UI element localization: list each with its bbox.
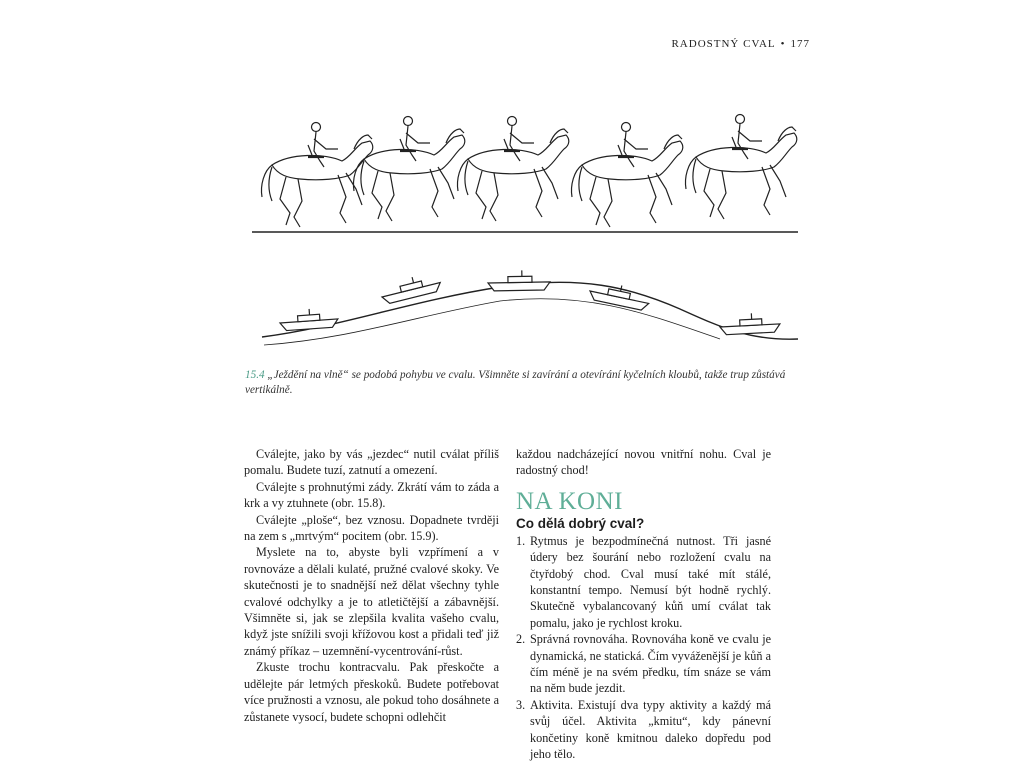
page-number: 177 bbox=[790, 38, 810, 50]
running-header bbox=[560, 38, 810, 50]
left-text-column bbox=[244, 446, 499, 725]
paragraph: Zkuste trochu kontracvalu. Pak přeskočte a udělejte pár letmých přeskoků. Budete potřebovat více pružnosti a vznosu, ale pokud toho dosáhnete a zůstanete vysocí, budete schopni odlehčit bbox=[244, 660, 499, 724]
figure-15-4 bbox=[250, 105, 810, 365]
horse-with-rider bbox=[261, 123, 372, 228]
paragraph: Myslete na to, abyste byli vzpřímení a v rovnováze a dělali kulaté, pružné cvalové skoky. Ve skutečnosti je to snadnější než dělat všechny tyhle cvalové odchylky a je to atletičtější a zábavnější. Všimněte si, jak se zlepšila kvalita vašeho cvalu, když jste snížili svoji křížovou kost a přidali teď již známý příkaz – uzemnění-vycentrování-růst. bbox=[244, 545, 499, 658]
list-item-text: Rytmus je bezpodmínečná nutnost. Tři jasné údery bez šourání nebo rozložení cvalu na čtyřdobý chod. Cval musí také mít stálé, konstantní tempo. Nemusí být hodně rychlý. Skutečně vybalancovaný kůň umí cválat tak pomalu, jako je rychlost kroku. bbox=[530, 533, 771, 630]
list-item-number: 2. bbox=[516, 632, 526, 647]
horse-gallop-sequence-illustration bbox=[252, 115, 798, 233]
header-bullet: • bbox=[780, 38, 786, 50]
figure-caption-text: „Ježdění na vlně“ se podobá pohybu ve cvalu. Všimněte si zavírání a otevírání kyčelních kloubů, takže trup zůstává vertikálně. bbox=[245, 369, 786, 396]
numbered-list bbox=[516, 533, 771, 763]
paragraph: Cválejte s prohnutými zády. Zkrátí vám to záda a krk a vy ztuhnete (obr. 15.8). bbox=[244, 479, 499, 511]
paragraph-continuation: každou nadcházející novou vnitřní nohu. Cval je radostný chod! bbox=[516, 447, 771, 478]
list-item bbox=[516, 697, 771, 763]
right-text-column bbox=[516, 446, 771, 763]
boats-on-wave-illustration bbox=[262, 270, 798, 345]
figure-illustration bbox=[250, 105, 810, 365]
paragraph: Cválejte, jako by vás „jezdec“ nutil cválat příliš pomalu. Budete tuzí, zatnutí a omezení. bbox=[244, 447, 499, 478]
list-item-text: Správná rovnováha. Rovnováha koně ve cvalu je dynamická, ne statická. Čím vyváženější je kůň a čím méně je na svém předku, tím snáze se vám na něm bude jezdit. bbox=[530, 632, 771, 696]
section-title: NA KONI bbox=[516, 487, 623, 515]
paragraph: Cválejte „ploše“, bez vznosu. Dopadnete tvrději na zem s „mrtvým“ pocitem (obr. 15.9). bbox=[244, 512, 499, 544]
list-item bbox=[516, 533, 771, 631]
subheading: Co dělá dobrý cval? bbox=[516, 515, 645, 531]
figure-number: 15.4 bbox=[245, 369, 265, 381]
header-section-title: RADOSTNÝ CVAL bbox=[671, 38, 776, 50]
list-item-number: 1. bbox=[516, 533, 526, 548]
list-item-text: Aktivita. Existují dva typy aktivity a každý má svůj účel. Aktivita „kmitu“, kdy pánevní končetiny koně kmitnou daleko dopředu pod jeho tělo. bbox=[530, 697, 771, 762]
list-item-number: 3. bbox=[516, 697, 526, 712]
list-item bbox=[516, 631, 771, 697]
figure-caption bbox=[245, 368, 805, 398]
